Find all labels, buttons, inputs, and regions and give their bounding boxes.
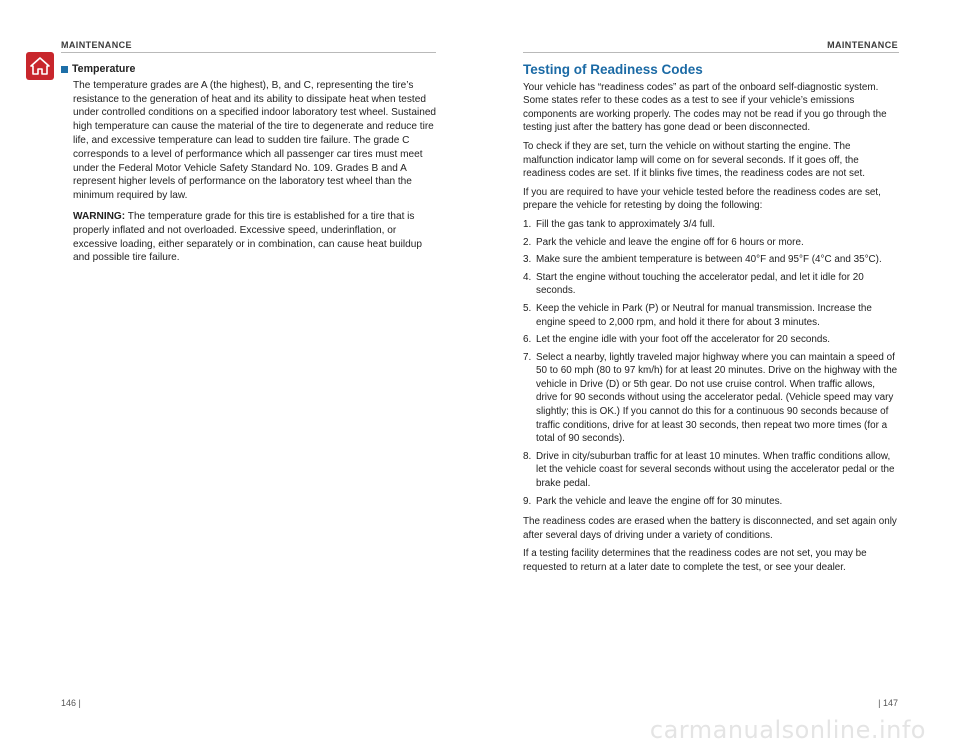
step-number: 2. [523, 236, 532, 248]
list-item [523, 450, 898, 491]
list-item [523, 253, 898, 267]
left-header-rule [61, 52, 436, 53]
warning-text: The temperature grade for this tire is established for a tire that is properly inflated and not overloaded. Excessive speed, underinflation, or excessive loading, either separately or in combination, can cause heat buildup and possible tire failure. [73, 210, 423, 264]
step-text: Drive in city/suburban traffic for at least 10 minutes. When traffic conditions allow, let the vehicle coast for several seconds without using the accelerator pedal or the brake pedal. [536, 450, 895, 490]
warning-label: WARNING: [73, 210, 126, 222]
temperature-heading-text: Temperature [72, 63, 136, 75]
outro-paragraph-2: If a testing facility determines that the readiness codes are not set, you may be requested to return at a later date to complete the test, or see your dealer. [523, 548, 867, 573]
step-text: Park the vehicle and leave the engine off for 30 minutes. [536, 495, 783, 507]
list-item [523, 218, 898, 232]
step-number: 8. [523, 450, 532, 462]
intro-paragraph-3: If you are required to have your vehicle tested before the readiness codes are set, prepare the vehicle for retesting by doing the following: [523, 186, 881, 212]
step-number: 9. [523, 495, 532, 507]
right-page-number: | 147 [878, 698, 898, 708]
list-item [523, 302, 898, 329]
warning-paragraph [61, 210, 439, 265]
left-section-header: MAINTENANCE [61, 40, 132, 50]
list-item [523, 351, 898, 446]
right-header-rule [523, 52, 899, 53]
left-column [61, 63, 439, 265]
left-page-number: 146 | [61, 698, 81, 708]
step-text: Fill the gas tank to approximately 3/4 full. [536, 218, 715, 230]
step-number: 3. [523, 254, 532, 266]
retest-steps-list [523, 218, 898, 508]
step-text: Let the engine idle with your foot off the accelerator for 20 seconds. [536, 334, 831, 346]
list-item [523, 333, 898, 347]
step-text: Park the vehicle and leave the engine off for 6 hours or more. [536, 236, 804, 248]
intro-paragraph-2: To check if they are set, turn the vehicle on without starting the engine. The malfunction indicator lamp will come on for several seconds. If it goes off, the readiness codes are set. If it blinks five times, the readiness codes are not set. [523, 140, 865, 180]
step-number: 6. [523, 334, 532, 346]
intro-paragraph-1: Your vehicle has “readiness codes” as part of the onboard self-diagnostic system. Some states refer to these codes as a test to see if your vehicle’s emissions components are working properly. The codes may not be read if you go through the testing just after the battery has gone dead or been disconnected. [523, 81, 887, 134]
step-number: 1. [523, 218, 532, 230]
step-text: Make sure the ambient temperature is between 40°F and 95°F (4°C and 35°C). [536, 254, 882, 266]
step-text: Select a nearby, lightly traveled major highway where you can maintain a speed of 50 to 60 mph (80 to 97 km/h) for at least 20 minutes. Drive on the highway with the vehicle in Drive (D) or 5th gear. Do not use cruise control. When traffic allows, drive for 90 seconds without using the accelerator pedal. (Vehicle speed may vary slightly; this is OK.) If you cannot do this for a continuous 90 seconds because of traffic conditions, drive for at least 30 seconds, then repeat two more times (for a total of 90 seconds). [536, 351, 898, 445]
list-item [523, 495, 898, 509]
step-text: Keep the vehicle in Park (P) or Neutral for manual transmission. Increase the engine speed to 2,000 rpm, and hold it there for about 3 minutes. [536, 302, 872, 328]
list-item [523, 236, 898, 250]
readiness-codes-title: Testing of Readiness Codes [523, 62, 703, 77]
bullet-square-icon [61, 66, 68, 73]
list-item [523, 271, 898, 298]
watermark: carmanualsonline.info [649, 716, 926, 744]
right-section-header: MAINTENANCE [827, 40, 898, 50]
right-column [523, 63, 898, 580]
step-number: 4. [523, 271, 532, 283]
step-text: Start the engine without touching the accelerator pedal, and let it idle for 20 seconds. [536, 271, 864, 297]
outro-paragraph-1: The readiness codes are erased when the battery is disconnected, and set again only after several days of driving under a variety of conditions. [523, 516, 897, 541]
home-icon[interactable] [26, 52, 54, 80]
step-number: 7. [523, 351, 532, 363]
temperature-body: The temperature grades are A (the highest), B, and C, representing the tire’s resistance to the generation of heat and its ability to dissipate heat when tested under controlled conditions on a specified indoor laboratory test wheel. Sustained high temperature can cause the material of the tire to degenerate and reduce tire life, and excessive temperature can lead to sudden tire failure. The grade C corresponds to a level of performance which all passenger car tires must meet under the Federal Motor Vehicle Safety Standard No. 109. Grades B and A represent higher levels of performance on the laboratory test wheel than the minimum required by law. [73, 79, 437, 202]
step-number: 5. [523, 302, 532, 314]
temperature-heading [61, 63, 439, 77]
